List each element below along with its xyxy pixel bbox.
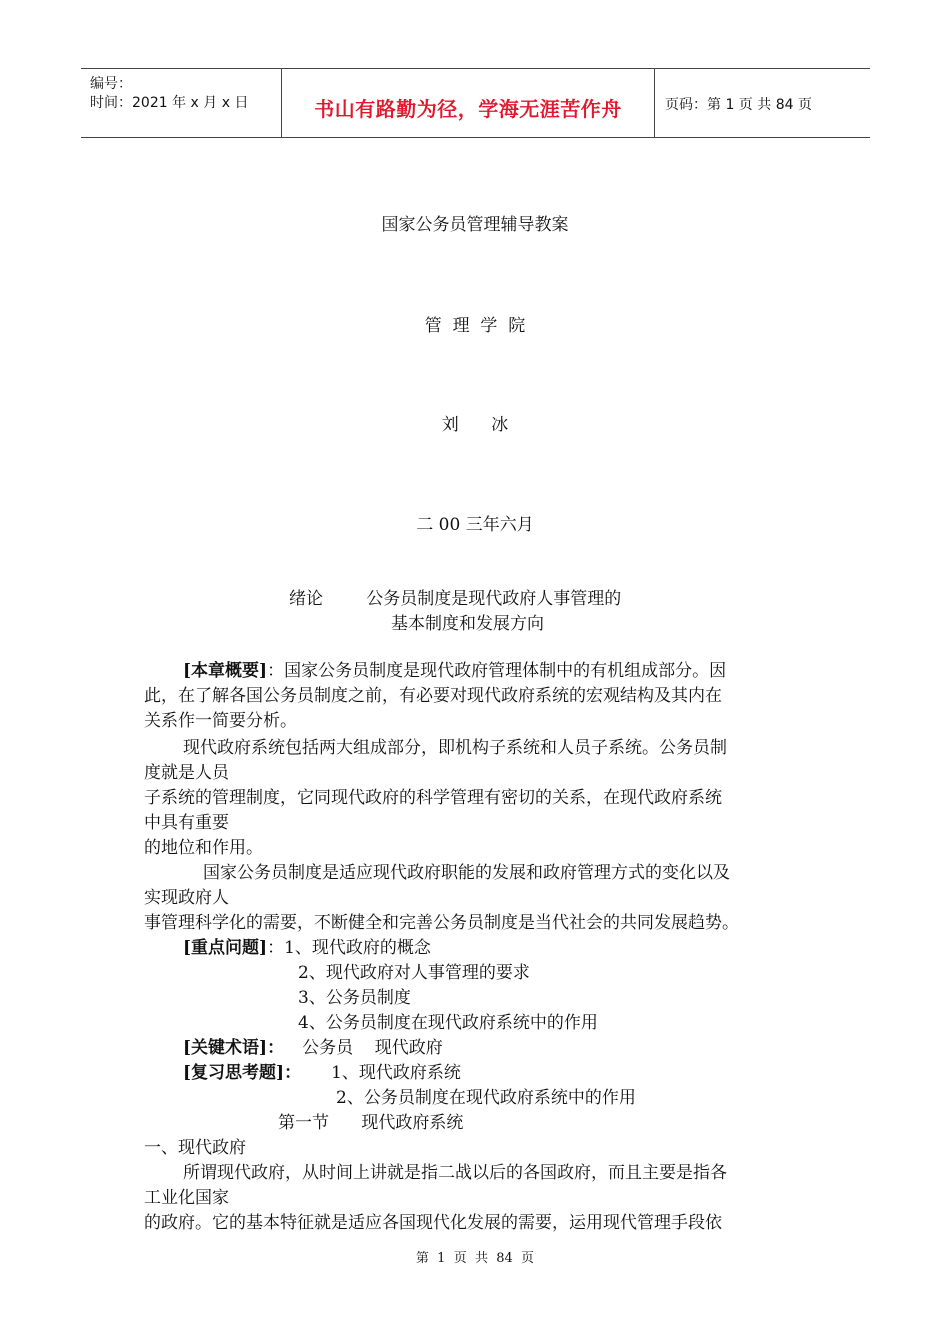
review-question-text: 1、现代政府系统 [331, 1063, 461, 1083]
chapter-heading-line1: 绪论 公务员制度是现代政府人事管理的 [289, 589, 622, 609]
overview-paragraph-line [183, 656, 726, 681]
overview-line-6: 子系统的管理制度，它同现代政府的科学管理有密切的关系，在现代政府系统 [144, 788, 722, 808]
document-time-label: 时间：2021 年 x 月 x 日 [90, 95, 249, 111]
review-label: [复习思考题]： [183, 1063, 302, 1083]
section-paragraph-line-3: 的政府。它的基本特征就是适应各国现代化发展的需要，运用现代管理手段依 [144, 1213, 722, 1233]
document-header-table [81, 68, 870, 138]
overview-line-10: 实现政府人 [144, 888, 229, 908]
overview-line-2: 此，在了解各国公务员制度之前，有必要对现代政府系统的宏观结构及其内在 [144, 686, 722, 706]
key-issue-2: 2、现代政府对人事管理的要求 [298, 963, 530, 983]
keywords-label: [关键术语]： [183, 1038, 285, 1058]
review-question-2: 2、公务员制度在现代政府系统中的作用 [336, 1088, 636, 1108]
overview-line-8: 的地位和作用。 [144, 838, 263, 858]
section-heading: 第一节 现代政府系统 [278, 1113, 464, 1133]
overview-line-4: 现代政府系统包括两大组成部分，即机构子系统和人员子系统。公务员制 [183, 738, 727, 758]
review-question-1 [183, 1058, 461, 1083]
overview-text: ：国家公务员制度是现代政府管理体制中的有机组成部分。因 [267, 661, 727, 681]
section-paragraph-line-1: 所谓现代政府，从时间上讲就是指二战以后的各国政府，而且主要是指各 [183, 1163, 727, 1183]
key-issues-label: [重点问题] [183, 938, 268, 958]
overview-label: [本章概要] [183, 661, 268, 681]
header-page-cell [655, 69, 870, 137]
header-motto: 书山有路勤为径，学海无涯苦作舟 [314, 97, 622, 121]
header-meta-cell [81, 69, 281, 137]
college-name: 管 理 学 院 [424, 316, 526, 336]
header-page-info: 页码：第 1 页 共 84 页 [665, 97, 812, 113]
overview-line-3: 关系作一简要分析。 [144, 711, 297, 731]
overview-line-5: 度就是人员 [144, 763, 229, 783]
page-footer: 第 1 页 共 84 页 [415, 1251, 535, 1266]
document-title: 国家公务员管理辅导教案 [381, 215, 569, 235]
key-issue-text: ：1、现代政府的概念 [267, 938, 431, 958]
author-name: 刘 冰 [441, 415, 509, 435]
document-number-label: 编号： [90, 76, 132, 92]
overview-line-11: 事管理科学化的需要，不断健全和完善公务员制度是当代社会的共同发展趋势。 [144, 913, 739, 933]
overview-line-9: 国家公务员制度是适应现代政府职能的发展和政府管理方式的变化以及 [203, 863, 730, 883]
keywords-value: 公务员 现代政府 [302, 1038, 443, 1058]
document-date: 二 00 三年六月 [416, 515, 534, 535]
key-issue-4: 4、公务员制度在现代政府系统中的作用 [298, 1013, 598, 1033]
overview-line-7: 中具有重要 [144, 813, 229, 833]
chapter-heading-line2: 基本制度和发展方向 [391, 614, 544, 634]
subsection-heading: 一、现代政府 [144, 1138, 246, 1158]
section-paragraph-line-2: 工业化国家 [144, 1188, 229, 1208]
header-motto-cell [281, 69, 655, 137]
key-issue-3: 3、公务员制度 [298, 988, 411, 1008]
key-issue-1 [183, 933, 431, 958]
keywords-line [183, 1033, 443, 1058]
